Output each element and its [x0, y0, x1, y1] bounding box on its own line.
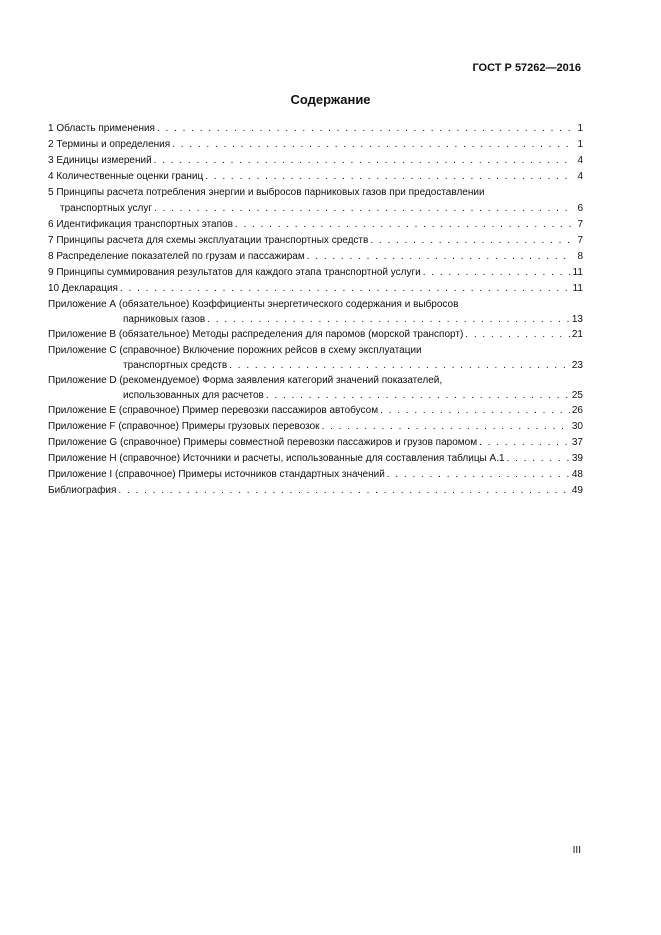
toc-entry-title: Приложение С (справочное) Включение порожних рейсов в схему эксплуатации: [48, 345, 422, 356]
toc-entry[interactable]: [48, 121, 583, 137]
toc-entry-title: 6 Идентификация транспортных этапов: [48, 219, 233, 230]
toc-entry[interactable]: [48, 419, 583, 435]
toc-entry[interactable]: [48, 185, 583, 217]
toc-leader-dots: [154, 201, 571, 217]
toc-entry-title-continued: транспортных средств: [123, 360, 228, 371]
toc-entry-page: 1: [577, 139, 583, 150]
toc-leader-dots: [370, 233, 571, 249]
toc-leader-dots: [172, 137, 571, 153]
toc-entry-page: 25: [571, 390, 583, 401]
toc-leader-dots: [154, 153, 571, 169]
toc-entry[interactable]: [48, 403, 583, 419]
toc-leader-dots: [465, 327, 570, 343]
toc-entry-page: 1: [577, 123, 583, 134]
toc-entry[interactable]: [48, 169, 583, 185]
toc-entry[interactable]: [48, 217, 583, 233]
toc-entry[interactable]: [48, 467, 583, 483]
toc-entry-title: 9 Принципы суммирования результатов для каждого этапа транспортной услуги: [48, 267, 421, 278]
toc-leader-dots: [307, 249, 571, 265]
toc-leader-dots: [380, 403, 570, 419]
page-number: III: [572, 845, 581, 856]
toc-entry-title: 5 Принципы расчета потребления энергии и выбросов парниковых газов при предоставлении: [48, 187, 485, 198]
toc-entry[interactable]: [48, 435, 583, 451]
page-title: Содержание: [290, 92, 371, 107]
toc-entry[interactable]: [48, 281, 583, 297]
toc-entry-title: Приложение Е (справочное) Пример перевозки пассажиров автобусом: [48, 405, 379, 416]
toc-entry[interactable]: [48, 327, 583, 343]
toc-entry-title: Приложение Н (справочное) Источники и расчеты, использованные для составления таблицы А.1: [48, 453, 505, 464]
toc-leader-dots: [235, 217, 571, 233]
toc-entry-title: 8 Распределение показателей по грузам и пассажирам: [48, 251, 305, 262]
toc-entry-page: 48: [571, 469, 583, 480]
toc-entry-title: Приложение А (обязательное) Коэффициенты энергетического содержания и выбросов: [48, 299, 459, 310]
toc-entry-page: 11: [572, 267, 583, 278]
toc-entry-page: 6: [577, 203, 583, 214]
toc-entry[interactable]: [48, 297, 583, 327]
toc-entry[interactable]: [48, 265, 583, 281]
toc-leader-dots: [387, 467, 570, 483]
toc-leader-dots: [118, 483, 569, 499]
toc-leader-dots: [266, 388, 570, 403]
toc-entry-title-continued: парниковых газов: [123, 314, 206, 325]
toc-entry-title: Приложение G (справочное) Примеры совместной перевозки пассажиров и грузов паромом: [48, 437, 478, 448]
toc-entry-title: 2 Термины и определения: [48, 139, 171, 150]
toc-entry[interactable]: [48, 483, 583, 499]
toc-entry-page: 26: [571, 405, 583, 416]
toc-entry-page: 39: [571, 453, 583, 464]
toc-leader-dots: [205, 169, 571, 185]
toc-leader-dots: [322, 419, 570, 435]
toc-leader-dots: [229, 358, 570, 373]
toc-entry-title-continued: транспортных услуг: [60, 203, 152, 214]
toc-entry-page: 21: [571, 329, 583, 340]
toc-entry-page: 49: [571, 485, 583, 496]
toc-entry[interactable]: [48, 249, 583, 265]
toc-entry-title: 4 Количественные оценки границ: [48, 171, 204, 182]
toc-leader-dots: [207, 312, 570, 327]
toc-leader-dots: [423, 265, 571, 281]
toc-entry[interactable]: [48, 451, 583, 467]
toc-entry-title: Приложение F (справочное) Примеры грузовых перевозок: [48, 421, 320, 432]
toc-entry-title: Приложение D (рекомендуемое) Форма заявления категорий значений показателей,: [48, 375, 443, 386]
toc-leader-dots: [507, 451, 570, 467]
toc-entry-page: 11: [572, 283, 583, 294]
toc-entry-title: Приложение В (обязательное) Методы распределения для паромов (морской транспорт): [48, 329, 464, 340]
toc-entry-page: 4: [577, 171, 583, 182]
toc-entry-page: 13: [571, 314, 583, 325]
toc-entry-title: 7 Принципы расчета для схемы эксплуатации транспортных средств: [48, 235, 369, 246]
toc-entry[interactable]: [48, 343, 583, 373]
toc-entry-page: 30: [571, 421, 583, 432]
toc-entry[interactable]: [48, 137, 583, 153]
toc-entry-title: 3 Единицы измерений: [48, 155, 152, 166]
toc-entry-title: 10 Декларация: [48, 283, 118, 294]
toc-entry-page: 37: [571, 437, 583, 448]
toc-entry-page: 7: [577, 235, 583, 246]
document-code: ГОСТ Р 57262—2016: [472, 62, 581, 74]
toc-entry[interactable]: [48, 373, 583, 403]
toc-entry-page: 4: [577, 155, 583, 166]
toc-entry[interactable]: [48, 153, 583, 169]
toc-entry-title: Библиография: [48, 485, 117, 496]
toc-entry-page: 7: [577, 219, 583, 230]
toc-entry-title: 1 Область применения: [48, 123, 155, 134]
toc-entry-page: 23: [571, 360, 583, 371]
toc-entry-title: Приложение I (справочное) Примеры источников стандартных значений: [48, 469, 385, 480]
toc-entry-page: 8: [577, 251, 583, 262]
toc-leader-dots: [479, 435, 570, 451]
table-of-contents: [48, 121, 583, 499]
toc-entry[interactable]: [48, 233, 583, 249]
toc-leader-dots: [120, 281, 571, 297]
toc-entry-title-continued: использованных для расчетов: [123, 390, 264, 401]
toc-leader-dots: [157, 121, 571, 137]
